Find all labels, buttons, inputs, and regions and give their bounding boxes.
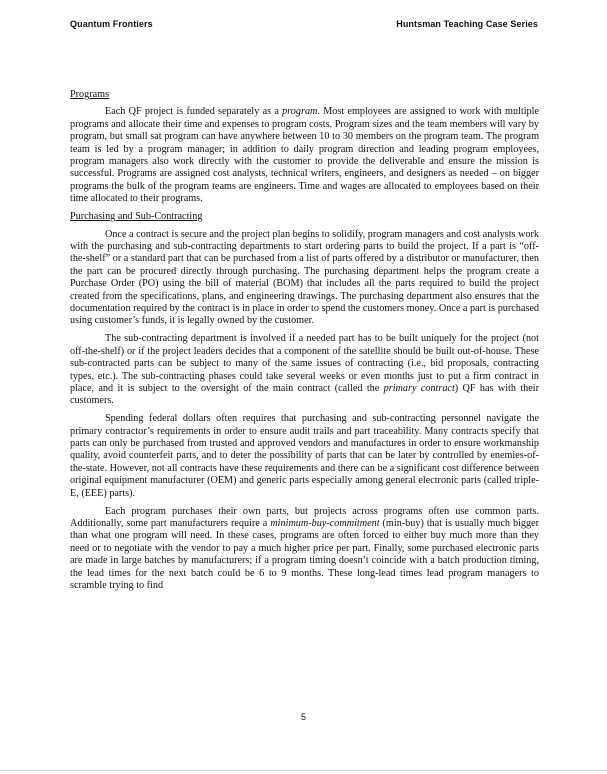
section-heading-purchasing: Purchasing and Sub-Contracting bbox=[70, 211, 203, 223]
document-body bbox=[70, 89, 539, 598]
page-bottom-edge bbox=[0, 770, 607, 771]
paragraph-purchasing-4: Each program purchases their own parts, but projects across programs often use common parts. Additionally, some part manufacturers require a minimum-buy-commitment (min-buy) that is usually much bigger than what one program will need. In these cases, programs are often forced to either buy much more than they need or to negotiate with the vendor to pay a much higher price per part. Finally, some purchased electronic parts are made in large batches by manufacturers; if a program timing doesn’t coincide with a batch production timing, the lead times for the next batch could be 6 to 9 months. These long-lead times lead program managers to scramble trying to find bbox=[70, 505, 539, 592]
paragraph-purchasing-1: Once a contract is secure and the project plan begins to solidify, program managers and cost analysts work with the purchasing and sub-contracting departments to start ordering parts to build the project. If a part is “off-the-shelf” or a standard part that can be purchased from a list of parts offered by a distributor or manufacturer, then the part can be procured directly through purchasing. The purchasing department helps the program create a Purchase Order (PO) using the bill of material (BOM) that includes all the parts required to build the project created from the specifications, plans, and engineering drawings. The purchasing department also ensures that the documentation required by the contract is in place in order to spend the customers money. Once a part is purchased using customer’s funds, it is legally owned by the customer. bbox=[70, 228, 539, 327]
header-right-title: Huntsman Teaching Case Series bbox=[396, 19, 538, 29]
header-left-title: Quantum Frontiers bbox=[70, 19, 153, 29]
section-heading-programs: Programs bbox=[70, 89, 110, 100]
paragraph-purchasing-3: Spending federal dollars often requires that purchasing and sub-contracting personnel navigate the primary contractor’s requirements in order to ensure audit trails and part traceability. Many contracts specify that parts can only be purchased from trusted and approved vendors and manufactures in order to ensure workmanship quality, avoid counterfeit parts, and to deter the possibility of parts that can be later by controlled by enemies-of-the-state. However, not all contracts have these requirements and there can be a significant cost difference between original equipment manufacturer (OEM) and generic parts especially among general electronic parts (called triple-E, (EEE) parts). bbox=[70, 413, 539, 499]
paragraph-programs-1: Each QF project is funded separately as a program. Most employees are assigned to work with multiple programs and allocate their time and expenses to program costs. Program sizes and the team members will vary by program, but small sat program can have anywhere between 10 to 30 members on the program team. The program team is led by a program manager; in addition to daily program direction and leading program employees, program managers also work directly with the customer to provide the deliverable and ensure the mission is successful. Programs are assigned cost analysts, technical writers, engineers, and designers as needed – on bigger programs the bulk of the program teams are engineers. Time and wages are allocated to employees based on their time allocated to their programs. bbox=[70, 106, 539, 205]
paragraph-purchasing-2: The sub-contracting department is involved if a needed part has to be built uniquely for the project (not off-the-shelf) or if the project leaders decides that a component of the satellite should be built out-of-house. These sub-contracted parts can be subject to many of the same issues of contracting (i.e., bid proposals, contracting types, etc.). The sub-contracting phases could take several weeks or even months just to put a firm contract in place, and it is subject to the oversight of the main contract (called the primary contract) QF has with their customers. bbox=[70, 333, 539, 407]
page-number: 5 bbox=[300, 712, 306, 722]
running-header bbox=[70, 19, 538, 29]
